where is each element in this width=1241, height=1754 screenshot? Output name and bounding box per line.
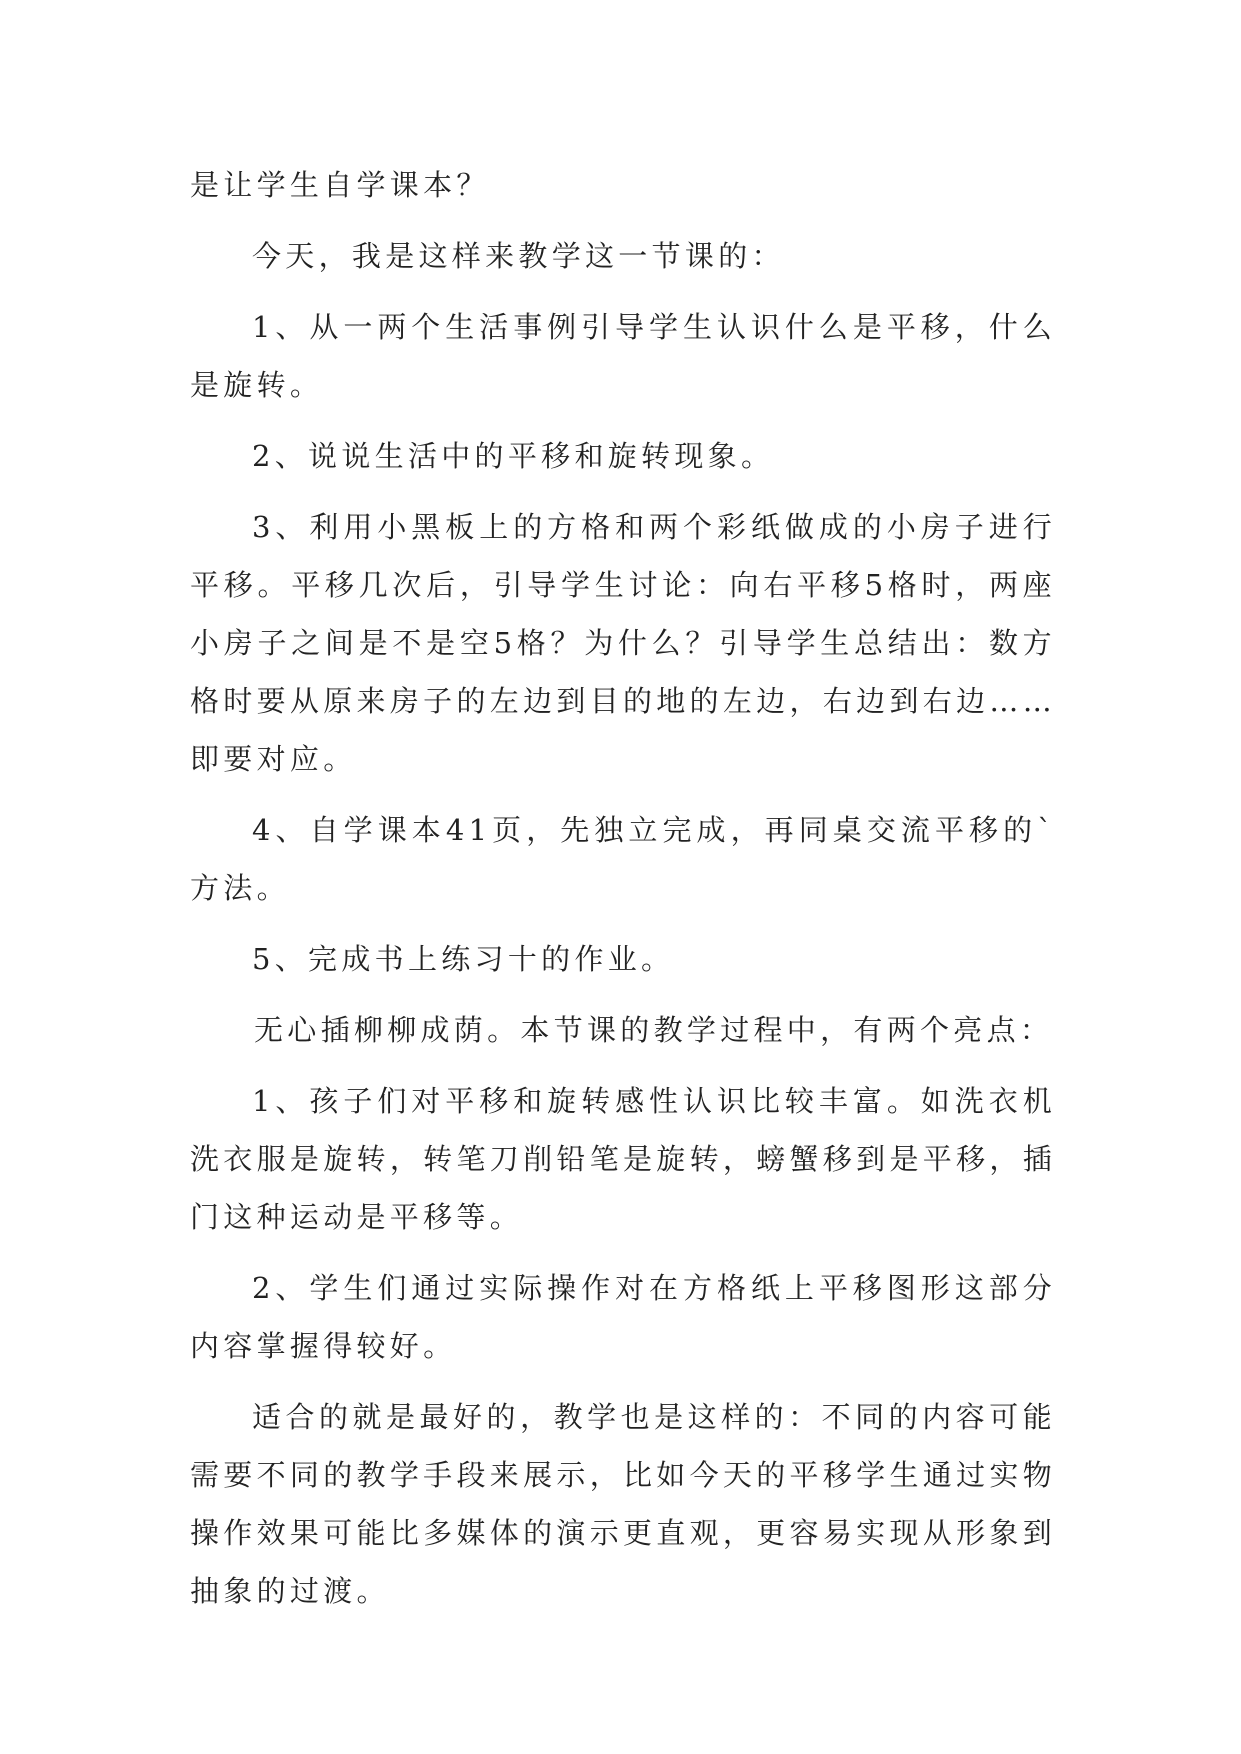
document-body [190,156,1056,1633]
paragraph-9: 1、孩子们对平移和旋转感性认识比较丰富。如洗衣机洗衣服是旋转，转笔刀削铅笔是旋转，螃蟹移到是平移，插门这种运动是平移等。 [190,1084,1056,1234]
paragraph-1: 是让学生自学课本？ [190,168,490,202]
paragraph-10: 2、学生们通过实际操作对在方格纸上平移图形这部分内容掌握得较好。 [190,1271,1056,1363]
paragraph-7: 5、完成书上练习十的作业。 [252,942,675,976]
paragraph-11: 适合的就是最好的，教学也是这样的：不同的内容可能需要不同的教学手段来展示，比如今天的平移学生通过实物操作效果可能比多媒体的演示更直观，更容易实现从形象到抽象的过渡。 [190,1400,1056,1608]
paragraph-3: 1、从一两个生活事例引导学生认识什么是平移，什么是旋转。 [190,310,1056,402]
paragraph-8: 无心插柳柳成荫。本节课的教学过程中，有两个亮点： [254,1013,1054,1047]
paragraph-4: 2、说说生活中的平移和旋转现象。 [252,439,775,473]
paragraph-5: 3、利用小黑板上的方格和两个彩纸做成的小房子进行平移。平移几次后，引导学生讨论：向右平移5格时，两座小房子之间是不是空5格？为什么？引导学生总结出：数方格时要从原来房子的左边到目的地的左边，右边到右边……即要对应。 [190,510,1056,776]
paragraph-2: 今天，我是这样来教学这一节课的： [252,239,785,273]
paragraph-6: 4、自学课本41页，先独立完成，再同桌交流平移的`方法。 [190,813,1056,905]
